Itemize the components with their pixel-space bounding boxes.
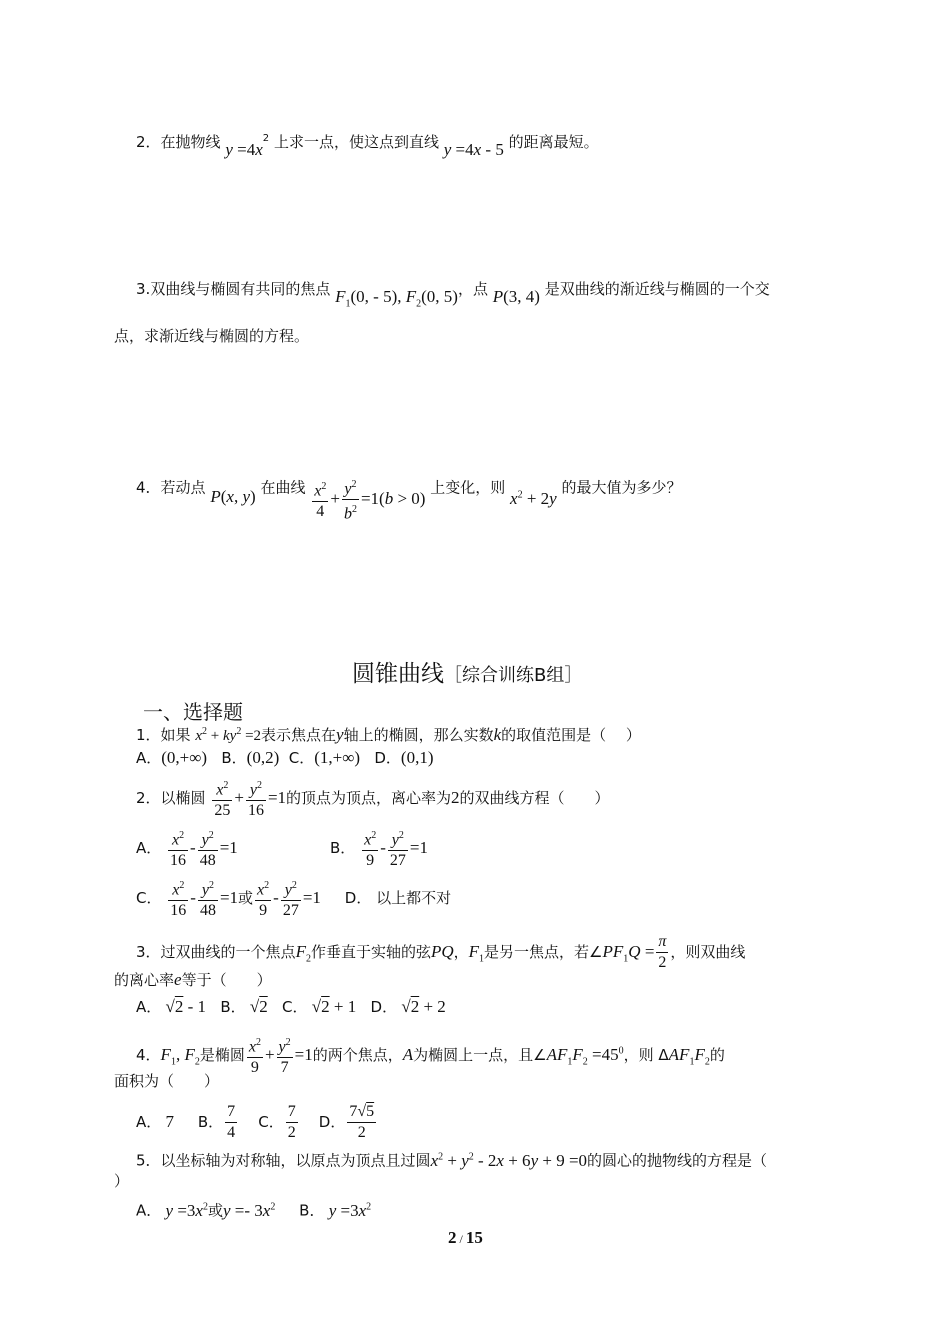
question-text: 为椭圆上一点，且∠ — [413, 1046, 547, 1065]
section-title-main: 圆锥曲线 — [352, 661, 444, 687]
question-text: 的两个焦点， — [312, 1046, 403, 1065]
math-fraction: $\frac{x^2}{9}$ — [247, 1033, 263, 1078]
option-d: (0,1) — [400, 748, 434, 767]
question-number: 1． — [136, 726, 161, 744]
question-text: ，则 Δ — [623, 1046, 669, 1065]
option-c-label: C． — [258, 1113, 284, 1131]
option-a-label: A． — [136, 1201, 162, 1220]
option-b-label: B． — [330, 839, 356, 858]
section-subtitle: ［综合训练B组］ — [444, 665, 583, 686]
option-c: √2 + 1 — [307, 997, 357, 1016]
question-text: 在曲线 — [260, 478, 306, 497]
question-text: 的顶点为顶点，离心率为 — [286, 789, 452, 808]
math-formula: P(3, 4) — [492, 287, 540, 306]
math-fraction: $\frac{x^2}{9}$ — [255, 876, 271, 921]
mc-question-2-options-cd: C． $\frac{x^2}{16}$ - $\frac{y^2}{48}$ =1或 $\frac{x^2}{9}$ - $\frac{y^2}{27}$ =1 D． 以上都不对 — [136, 876, 451, 921]
mc-question-3-options — [136, 996, 446, 1018]
question-text: 上变化，则 — [430, 478, 506, 497]
option-c-label: C． — [136, 889, 162, 908]
question-text: 点，求渐近线与椭圆的方程。 — [114, 327, 310, 345]
question-text: 双曲线与椭圆有共同的焦点 — [150, 280, 331, 298]
mc-question-3: 3．过双曲线的一个焦点$F_2$作垂直于实轴的弦PQ，$F_1$是另一焦点，若$\angle PF_1Q$ = $\frac{\pi}{2}$ ，则双曲线 — [136, 933, 746, 971]
upper-question-3 — [136, 278, 770, 310]
question-text: 的距离最短。 — [508, 133, 599, 151]
question-text: 是双曲线的渐近线与椭圆的一个交 — [544, 280, 770, 298]
question-number: 3． — [136, 943, 161, 961]
math-fraction: $\frac{x^2}{9}$ — [362, 826, 378, 871]
page-number — [448, 1228, 483, 1248]
option-b: √2 — [245, 997, 268, 1016]
question-text: 轴上的椭圆，那么实数 — [343, 726, 494, 744]
option-d-label: D． — [370, 998, 398, 1016]
question-text: ） — [114, 1172, 130, 1190]
option-a-label: A． — [136, 998, 162, 1016]
question-text: 的离心率 — [114, 971, 175, 989]
option-c-label: C． — [282, 998, 308, 1016]
option-a: 7 — [161, 1112, 175, 1131]
question-text: 若动点 — [160, 478, 206, 497]
option-d-label: D． — [318, 1113, 346, 1131]
option-a: (0,+∞) — [161, 748, 208, 767]
option-d: $\frac{7√5}{2}$ — [349, 1103, 375, 1141]
question-text: 表示焦点在 — [261, 726, 337, 744]
math-formula: y — [443, 140, 452, 159]
mc-question-5-options: A． $y =3x^2$或$y =- 3x^2$ B． $y =3x^2$ — [136, 1200, 372, 1220]
question-text: ， — [453, 943, 469, 961]
option-or: 或 — [207, 1201, 223, 1220]
question-number: 2． — [136, 789, 161, 808]
page-separator: / — [456, 1232, 466, 1246]
option-or: 或 — [238, 889, 254, 908]
question-text: 是另一焦点，若∠ — [484, 943, 603, 961]
question-text: 上求一点，使这点到直线 — [273, 133, 439, 151]
option-a-label: A． — [136, 839, 162, 858]
question-number: 4． — [136, 1046, 161, 1065]
option-b: $y =3x^2$ — [328, 1200, 372, 1220]
mc-question-2-option-b: B． $\frac{x^2}{9}$ - $\frac{y^2}{27}$ =1 — [330, 826, 428, 871]
option-b-label: B． — [220, 998, 246, 1016]
upper-question-4: 4．若动点 P(x, y) 在曲线 $\frac{x^2}{4}$ + $\frac{y^2}{b^2}$ =1(b > 0) 上变化，则 $x^2 + 2y$ 的最大值为多少？ — [136, 463, 682, 513]
math-fraction: $\frac{\pi}{2}$ — [658, 933, 667, 971]
question-number: 5． — [136, 1151, 161, 1170]
mc-question-3-cont: 的离心率e等于（ ） — [114, 970, 272, 989]
mc-question-5-cont — [114, 1170, 129, 1192]
math-formula: P(x, y) — [210, 487, 256, 507]
mc-question-2: 2．以椭圆 $\frac{x^2}{25}$ + $\frac{y^2}{16}$ =1的顶点为顶点，离心率为2的双曲线方程（ ） — [136, 776, 610, 821]
question-text: 在抛物线 — [160, 133, 221, 151]
question-text: 过双曲线的一个焦点 — [160, 943, 296, 961]
section-heading: 一、选择题 — [143, 700, 243, 724]
question-number: 4． — [136, 478, 161, 497]
question-text: 面积为（ ） — [114, 1072, 220, 1090]
option-a-label: A． — [136, 1113, 162, 1131]
option-c: (1,+∞) — [314, 748, 361, 767]
option-d: D． 以上都不对 — [344, 889, 452, 908]
math-formula: $x^2 + 2y$ — [510, 489, 557, 509]
option-b-label: B． — [299, 1201, 325, 1220]
total-pages: 15 — [465, 1228, 483, 1247]
math-fraction: $\frac{y^2}{48}$ — [198, 876, 218, 921]
mc-question-5: 5．以坐标轴为对称轴，以原点为顶点且过圆$x^2 + y^2 - 2x + 6y + 9 =0$的圆心的抛物线的方程是（ — [136, 1150, 768, 1170]
question-text: 的 — [709, 1046, 725, 1065]
option-d-label: D． — [374, 749, 401, 767]
math-formula: $F_1(0$, - 5), $F_2(0$, 5) — [335, 287, 458, 310]
current-page: 2 — [448, 1228, 457, 1247]
question-text: 的双曲线方程（ ） — [459, 789, 610, 808]
mc-question-1-options — [136, 747, 434, 769]
option-a: √2 - 1 — [161, 997, 207, 1016]
math-formula: $x^2 + ky^2 =2$ — [195, 726, 262, 744]
option-b: (0,2) — [246, 748, 280, 767]
question-text: ，则双曲线 — [670, 943, 746, 961]
mc-question-2-options-ab: A． $\frac{x^2}{16}$ - $\frac{y^2}{48}$ =1 — [136, 826, 238, 871]
upper-question-2: 2．在抛物线 $y =4x^2$ 上求一点，使这点到直线 y =4x - 5 的距离最短。 — [136, 133, 599, 159]
question-number: 2． — [136, 133, 161, 151]
option-c-label: C． — [288, 749, 315, 767]
option-d: √2 + 2 — [397, 997, 446, 1016]
option-b-label: B． — [221, 749, 247, 767]
mc-question-1: 1．如果 $x^2 + ky^2 =2$表示焦点在y轴上的椭圆，那么实数k的取值范围是（ ） — [136, 725, 641, 744]
question-text: 等于（ ） — [181, 971, 272, 989]
math-fraction: $\frac{y^2}{16}$ — [246, 776, 266, 821]
mc-question-4: 4．$F_1$, $F_2$是椭圆 $\frac{x^2}{9}$ + $\frac{y^2}{7}$ =1的两个焦点，A为椭圆上一点，且$\angle AF_1F_2 =45^0$，则 $\Delta AF_1F_2$的 — [136, 1033, 725, 1078]
mc-question-4-options — [136, 1102, 378, 1143]
option-a-label: A． — [136, 749, 162, 767]
math-fraction: $\frac{x^2}{25}$ — [212, 776, 232, 821]
option-c: $\frac{7}{2}$ — [287, 1103, 296, 1141]
math-fraction: $\frac{y^2}{48}$ — [198, 826, 218, 871]
upper-question-3-cont — [114, 325, 309, 347]
question-text: 以椭圆 — [160, 789, 206, 808]
section-title — [352, 655, 582, 688]
question-text: 以坐标轴为对称轴，以原点为顶点且过圆 — [160, 1151, 431, 1170]
math-fraction: $\frac{x^2}{4}$ — [312, 477, 328, 522]
math-formula: y — [225, 140, 233, 159]
math-fraction: $\frac{y^2}{27}$ — [388, 826, 408, 871]
math-fraction: $\frac{x^2}{16}$ — [168, 876, 188, 921]
question-text: ，点 — [457, 280, 488, 298]
option-b-label: B． — [197, 1113, 224, 1131]
question-text: 作垂直于实轴的弦 — [310, 943, 431, 961]
question-text: 的最大值为多少？ — [561, 478, 682, 497]
mc-question-4-cont — [114, 1070, 219, 1092]
math-fraction: $\frac{y^2}{27}$ — [281, 876, 301, 921]
option-a: $y =3x^2$ — [165, 1200, 208, 1220]
math-fraction: $\frac{y^2}{b^2}$ — [342, 475, 359, 525]
math-fraction: $\frac{y^2}{7}$ — [277, 1033, 293, 1078]
question-text: 的圆心的抛物线的方程是（ — [587, 1151, 768, 1170]
option-b: $\frac{7}{4}$ — [227, 1103, 236, 1141]
math-fraction: $\frac{x^2}{16}$ — [168, 826, 188, 871]
question-text: 如果 — [160, 726, 191, 744]
question-text: 的取值范围是（ ） — [501, 726, 641, 744]
question-text: 是椭圆 — [199, 1046, 245, 1065]
question-number: 3. — [136, 280, 151, 298]
